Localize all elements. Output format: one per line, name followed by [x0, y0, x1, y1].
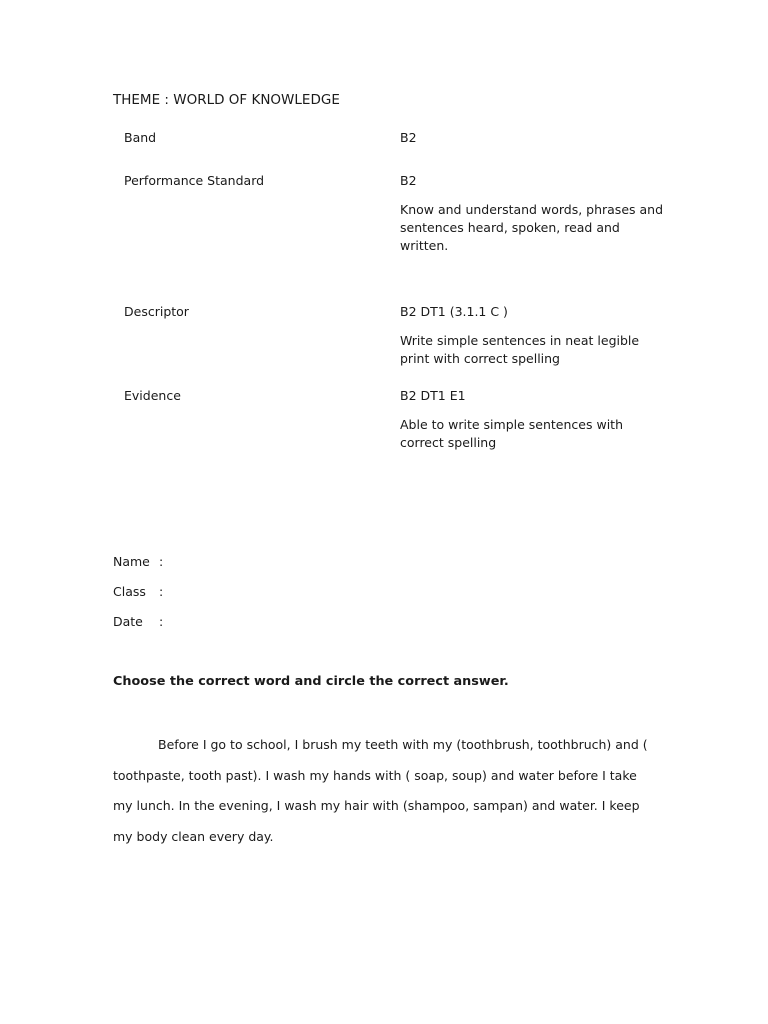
date-field [113, 614, 163, 629]
row-value-performance-standard: B2 [400, 173, 417, 188]
row-description-evidence: Able to write simple sentences with correct spelling [400, 417, 623, 450]
class-label: Class [113, 584, 146, 599]
row-label-descriptor: Descriptor [124, 304, 189, 319]
row-value-band: B2 [400, 130, 417, 145]
date-label: Date [113, 614, 143, 629]
name-label: Name [113, 554, 150, 569]
theme-heading: THEME : WORLD OF KNOWLEDGE [113, 92, 340, 108]
row-description-descriptor: Write simple sentences in neat legible print with correct spelling [400, 333, 640, 366]
class-separator: : [159, 584, 164, 599]
row-label-band: Band [124, 130, 157, 145]
name-separator: : [159, 554, 164, 569]
name-field [113, 554, 163, 569]
passage-text: Before I go to school, I brush my teeth with my (toothbrush, toothbruch) and ( toothpaste, tooth past). I wash my hands with ( soap, soup) and water before I take my lunch. In the evening, I wash my hair with (shampoo, sampan) and water. I keep my body clean every day. [113, 737, 648, 844]
date-separator: : [159, 614, 164, 629]
row-label-evidence: Evidence [124, 388, 181, 403]
row-description-performance-standard: Know and understand words, phrases and sentences heard, spoken, read and written. [400, 202, 664, 253]
class-field [113, 584, 163, 599]
instruction-text: Choose the correct word and circle the correct answer. [113, 674, 509, 689]
row-value-evidence: B2 DT1 E1 [400, 388, 466, 403]
row-label-performance-standard: Performance Standard [124, 173, 265, 188]
exercise-passage [113, 730, 658, 852]
row-value-descriptor: B2 DT1 (3.1.1 C ) [400, 304, 508, 319]
